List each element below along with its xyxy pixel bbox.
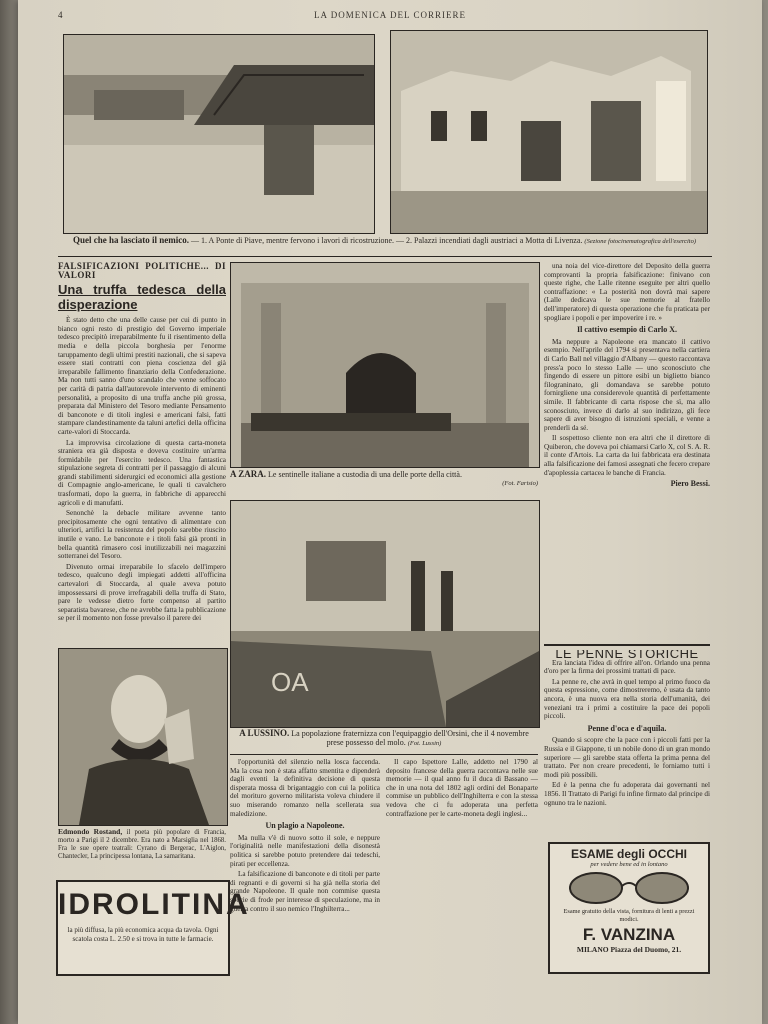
ad-idrolitina-brand: IDROLITINA <box>58 888 250 921</box>
right-divider <box>544 644 710 646</box>
zara-caption-source: (Fot. Farisio) <box>502 480 538 487</box>
zara-caption-text: Le sentinelle italiane a custodia di una delle porte della città. <box>268 470 462 479</box>
zara-caption-title: A ZARA. <box>230 469 267 479</box>
ad-vanzina <box>548 842 710 974</box>
article-paragraph: La improvvisa circolazione di questa carta-moneta straniera era già disposta e doveva costituire un'arma formidabile per l'esercito tedesco. Una fantastica stipulazione segreta di contratti per il passaggio di alcuni grandi stabilimenti siderurgici ed economici alla gestione di Compagnie anglo-americane, le quali ti cavalchero trasformati, dopo la guerra, in fabbriche di apparecchi agricoli e di manufatti. <box>58 438 226 507</box>
ruined-palaces-illustration <box>391 31 707 233</box>
penne-column <box>544 650 710 836</box>
portrait-caption-text: il poeta più popolare di Francia, morto a Parigi il 2 dicembre. Era nato a Marsiglia nel 1868. Fra le sue opere teatrali: Cyrano di Bergerac, L'Aiglon, Chantecler, La principessa lontana, La samaritana. <box>58 829 226 860</box>
article-title: Una truffa tedesca della disperazione <box>58 282 226 313</box>
ad-idrolitina-text: la più diffusa, la più economica acqua da tavola. Ogni scatola costa L. 2.50 e si trova in tutte le farmacie. <box>67 926 219 943</box>
photo-ponte-di-piave <box>63 34 375 234</box>
ad-vanzina-body: Esame gratuito della vista, fornitura di lenti a prezzi modici. <box>563 908 695 923</box>
top-caption-text: — 1. A Ponte di Piave, mentre fervono i lavori di ricostruzione. — 2. Palazzi incendiati dagli austriaci a Motta di Livenza. <box>190 236 583 245</box>
penne-title: LE PENNE STORICHE <box>555 650 699 661</box>
ad-vanzina-brand: F. VANZINA <box>582 925 676 944</box>
ad-vanzina-tagline: per vedere bene ed in lontano <box>590 861 668 868</box>
penne-paragraph: Era lanciata l'idea di offrire all'on. Orlando una penna d'oro per la firma dei prossimi trattati di pace. <box>544 658 710 676</box>
ad-idrolitina <box>56 880 250 976</box>
article-paragraph: Senonchè la debacle militare avvenne tanto precipitosamente che ogni tentativo di alimentare con ulteriori, artifici la resistenza del popolo sarebbe riuscito inutile e vano. Le banconote e i titoli falsi già pronti in bella quantità rimasero così inutilizzabili nei magazzini sotterranei del Tesoro. <box>58 509 226 561</box>
lussino-caption-source: (Fot. Lussin) <box>407 740 442 747</box>
napoleone-title: Un plagio a Napoleone. <box>265 821 345 831</box>
lussino-caption-title: A LUSSINO. <box>239 728 290 738</box>
page-header: LA DOMENICA DEL CORRIERE <box>314 10 466 20</box>
article-paragraph: È stato detto che una delle cause per cui di punto in bianco ogni resto di prestigio del Governo imperiale tedesco precipitò irreparabilmente fu il risentimento della media e della piccola borghesia per l'enorme taruppamento degli ultimi prestiti nazionali, che si sapeva essere stati contratti con piena coscienza del già irreparabile fallimento finanziario della Confederazione. Ma non tutti sanno d'uno scandalo che venne soffocato per carità di patria dall'autorevole intervento di eminenti personalità, a proposito di una truffa anche più grossa, preparata dal Ministero del Tesoro mediante Pensamento di banconote e di titoli inglesi e americani falsi, fatti stampare clandestinamente da taluni artefici della officina carte-valori di Stoccarda. <box>58 316 226 436</box>
right-column-intro: una noia del vice-direttore del Deposito della guerra comprovanti la propria falsificazione: finivano con queste righe, che Lalle ritenne eseguite per altri quello contraffazione: « La posterità non dovrà mai sapere (Lalle dedicava le sue memorie al fratello dell'imperatore) di questa operazione che fu praticata per spogliare i popoli e per impoverire i re. » <box>544 262 710 322</box>
hull-marking: OA <box>271 667 309 697</box>
author-signature: Piero Bessi. <box>670 479 710 489</box>
napoleone-paragraph: Ma nulla v'è di nuovo sotto il sole, e neppure l'originalità nelle manifestazioni della disonestà politica si sarebbe potuto pretendere dai tedeschi, pirati per eccellenza. <box>230 833 380 868</box>
napoleone-column-left <box>230 758 380 990</box>
ad-vanzina-address: Piazza del Duomo, 21. <box>610 945 682 954</box>
top-divider <box>58 256 712 257</box>
penne-subhead: Penne d'oca e d'aquila. <box>587 723 667 733</box>
page-spine <box>0 0 18 1024</box>
napoleone-paragraph: La falsificazione di banconote e di titoli per parte di regnanti e di governi si ha già nella storia del grande Napoleone. Il quale non commise questa specie di frode per interesse di speculazione, ma in guerra contro il suo nemico l'Inghilterra... <box>230 870 380 913</box>
right-column-paragraph: Ma neppure a Napoleone era mancato il cattivo esempio. Nell'aprile del 1794 si presentava nella cartiera di Carlo Ball nel villaggio d'Albany — questo raccontava press'a poco lo stesso Lalle — uno sconosciuto che fingendo di essere un pittore esibì un biglietto bianco filograninato, gli domandava se sarebbe potuto fornirgliene una considerevole quantità di perfettamente simile. Il fabbricante di carta rispose che sì, ma allo sconosciuto, invece di darlo al suo indirizzo, gli fece sapere di aver bisogno di istruzioni speciali, e venne a prenderli da sé. <box>544 337 710 432</box>
photo-motta-di-livenza <box>390 30 708 234</box>
penne-paragraph: La penne re, che avrà in quel tempo al primo fuoco da questa espressione, come dimostreremo, è usata da tanto ancora, è una nuova era nella storia dell'umanità, dei veneziani tra i primi a costituire la pace dei popoli piccoli. <box>544 677 710 721</box>
middle-divider <box>230 754 538 755</box>
penne-paragraph: Ed è la penna che fu adoperata dai governanti nel 1856. Il Trattato di Parigi fu infine firmato dal principe di ognuno tra le nazioni. <box>544 781 710 807</box>
ad-vanzina-headline: ESAME degli OCCHI <box>570 847 687 861</box>
right-column-paragraph: Il sospettoso cliente non era altri che il direttore di Quiberon, che doveva poi chiamarsi Carlo X, col S. A. R. il conte d'Artois. La carta da lui fabbricata era destinata alla falsificazione dei famosi assegnati che fecero crepare d'apoplessia cartacea le banche di Francia. <box>544 434 710 477</box>
top-caption-title: Quel che ha lasciato il nemico. <box>72 235 189 245</box>
ad-vanzina-address-line <box>550 945 708 954</box>
article-column <box>58 262 226 644</box>
article-kicker: FALSIFICAZIONI POLITICHE... DI VALORI <box>58 262 226 280</box>
portrait-illustration <box>59 649 227 825</box>
ad-vanzina-city: MILANO <box>576 945 609 954</box>
napoleone-paragraph: Il capo Ispettore Lalle, addetto nel 1790 al deposito francese della guerra raccontava nelle sue memorie — il qual anno fu il duca di Bassano — che in una nota del 1802 agli ordini del Bonaparte commise un pubblico dell'Inghilterra e con la stessa vedova che ci fu adoperata una perfetta contraffazione per le carte-moneta degli inglesi... <box>386 758 538 818</box>
article-paragraph: Divenuto ormai irreparabile lo sfacelo dell'impero tedesco, qualcuno degli impiegati addetti all'officina cartevalori di Stoccarda, al quale aveva potuto impossessarsi di prove irrefragabili della truffa di Stato, pare le vedesse dietro forte compenso al partito separatista bavarese, che ne avrebbe fatta la pubblicazione se per il momento non fosse prevalso il parere dei <box>58 562 226 623</box>
photo-lussino-ship <box>230 500 540 728</box>
carlo-x-subhead: Il cattivo esempio di Carlo X. <box>577 325 677 335</box>
warship-illustration <box>231 501 539 727</box>
bridge-illustration <box>64 35 374 233</box>
article-continuation: l'opportunità del silenzio nella losca faccenda. Ma la cosa non è stata affatto smentita e dipenderà dagli eventi la definitiva decisione di questa disperata mossa di brigantaggio con cui la politica del morituro governo militarista voleva chiudere il suo miserando romanzo nella scellerata sua maledizione. <box>230 758 380 818</box>
napoleone-column-right <box>386 758 538 990</box>
photo-edmondo-rostand <box>58 648 228 826</box>
lussino-caption <box>230 729 538 748</box>
top-caption-source: (Sezione fotocinematografica dell'esercito) <box>584 238 697 245</box>
zara-caption <box>230 470 538 488</box>
right-column <box>544 262 710 638</box>
page-number: 4 <box>58 10 63 20</box>
penne-paragraph: Quando si scopre che la pace con i piccoli fatti per la Russia e il Giappone, ti un nobile dono di un gran mondo superiore — gli sarebbe stata offerta la prima penna del trattato. Per non creare precedenti, le forniamo tutti i modi più possibili. <box>544 736 710 779</box>
photo-zara-gate <box>230 262 540 468</box>
newspaper-page <box>18 0 762 1024</box>
top-photos-caption <box>63 236 706 246</box>
portrait-caption <box>58 828 226 861</box>
portrait-caption-name: Edmondo Rostand, <box>58 827 123 836</box>
lussino-caption-text: La popolazione fraternizza con l'equipaggio dell'Orsini, che il 4 novembre prese possesso del molo. <box>291 729 529 747</box>
city-gate-illustration <box>231 263 539 467</box>
eyeglasses-icon <box>554 870 704 906</box>
